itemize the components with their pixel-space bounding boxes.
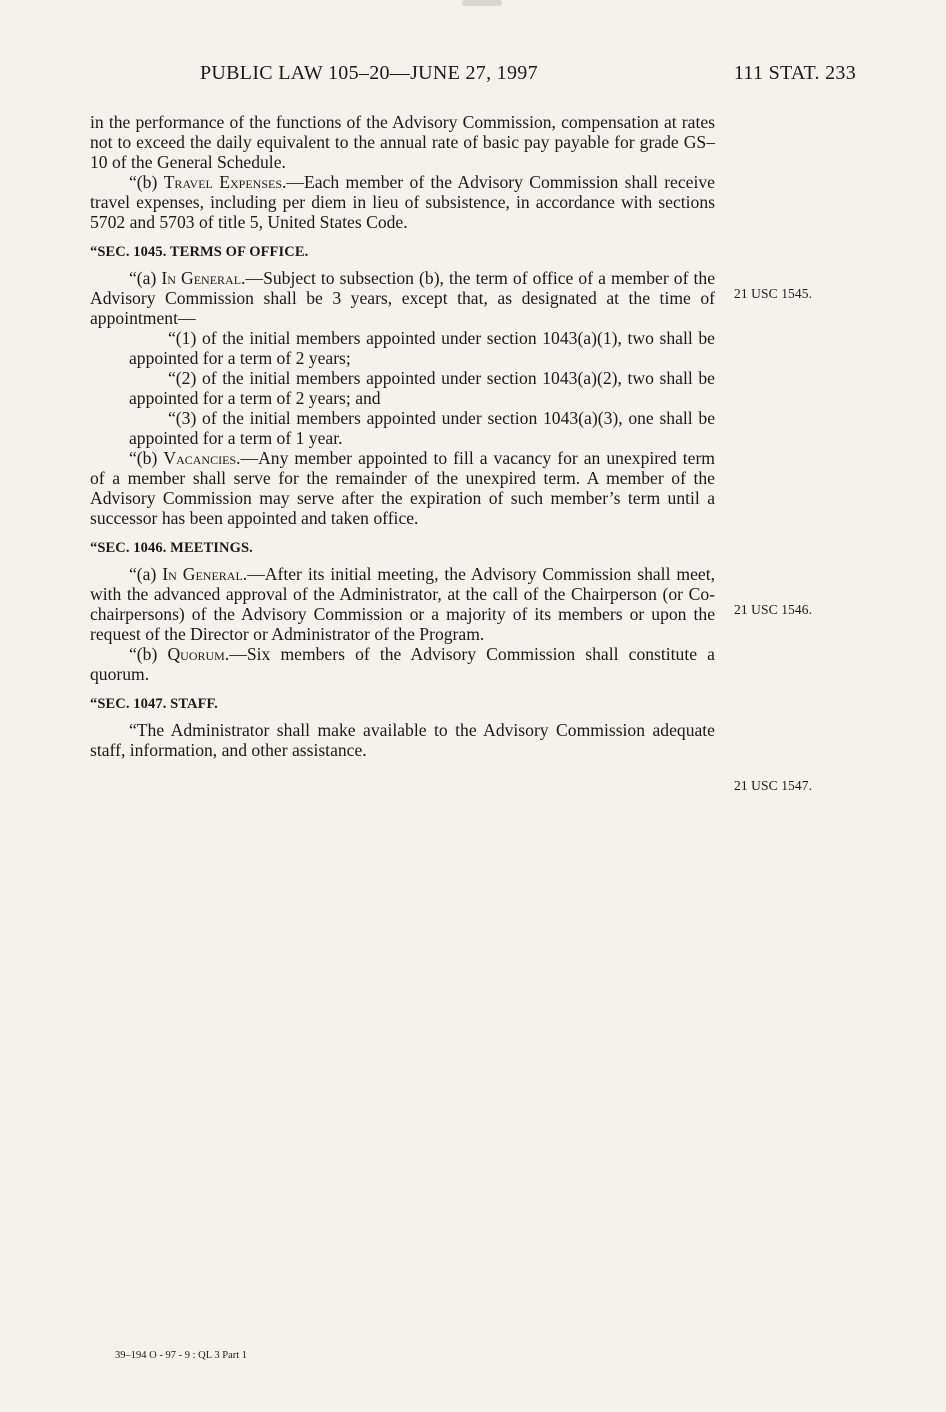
running-header-title: PUBLIC LAW 105–20—JUNE 27, 1997 — [200, 62, 538, 84]
sec-1045-b-paragraph — [90, 448, 715, 528]
sec-1045-b-label: Vacancies. — [163, 448, 241, 468]
sec-1046-a-text: —After its initial meeting, the Advisory Commission shall meet, with the advanced approval of the Administrator, at the call of the Chairperson (or Co-chairpersons) of the Advisory Commission or a majority of its members or upon the request of the Director or Administrator of the Program. — [90, 564, 715, 644]
travel-prefix: “(b) — [129, 172, 164, 192]
sec-1045-a-prefix: “(a) — [129, 268, 162, 288]
sec-1046-b-prefix: “(b) — [129, 644, 168, 664]
sec-1045-a-paragraph — [90, 268, 715, 328]
sec-1045-item-1: “(1) of the initial members appointed under section 1043(a)(1), two shall be appointed for a term of 2 years; — [129, 328, 715, 368]
sec-1045-item-3: “(3) of the initial members appointed under section 1043(a)(3), one shall be appointed for a term of 1 year. — [129, 408, 715, 448]
sec-1046-a-prefix: “(a) — [129, 564, 163, 584]
sec-1046-b-label: Quorum. — [167, 644, 230, 664]
sec-1046-a-label: In General. — [162, 564, 248, 584]
margin-note-1547: 21 USC 1547. — [734, 778, 813, 793]
running-header-stat: 111 STAT. 233 — [733, 62, 856, 84]
sec-1046-heading: “SEC. 1046. MEETINGS. — [90, 540, 253, 556]
continuation-paragraph: in the performance of the functions of the Advisory Commission, compensation at rates not to exceed the daily equivalent to the annual rate of basic pay payable for grade GS–10 of the General Schedule. — [90, 112, 715, 172]
sec-1045-a-text: —Subject to subsection (b), the term of office of a member of the Advisory Commission shall be 3 years, except that, as designated at the time of appointment— — [90, 268, 716, 328]
sec-1046-b-paragraph — [90, 644, 715, 684]
travel-text: —Each member of the Advisory Commission shall receive travel expenses, including per diem in lieu of subsistence, in accordance with sections 5702 and 5703 of title 5, United States Code. — [90, 172, 715, 232]
sec-1046-b-text: —Six members of the Advisory Commission shall constitute a quorum. — [90, 644, 715, 684]
margin-note-1545: 21 USC 1545. — [734, 286, 813, 301]
sec-1045-b-text: —Any member appointed to fill a vacancy for an unexpired term of a member shall serve for the remainder of the unexpired term. A member of the Advisory Commission may serve after the expiration of such member’s term until a successor has been appointed and taken office. — [90, 448, 715, 528]
sec-1046-a-paragraph — [90, 564, 715, 644]
sec-1045-b-prefix: “(b) — [129, 448, 164, 468]
margin-note-1546: 21 USC 1546. — [734, 602, 813, 617]
sec-1045-a-label: In General. — [161, 268, 246, 288]
sec-1045-heading: “SEC. 1045. TERMS OF OFFICE. — [90, 244, 309, 260]
print-footer: 39–194 O - 97 - 9 : QL 3 Part 1 — [115, 1350, 248, 1361]
sec-1047-heading: “SEC. 1047. STAFF. — [90, 696, 218, 712]
travel-label: Travel Expenses. — [163, 172, 287, 192]
document-body — [90, 112, 715, 760]
sec-1047-paragraph: “The Administrator shall make available to the Advisory Commission adequate staff, information, and other assistance. — [90, 720, 715, 760]
sec-1045-item-2: “(2) of the initial members appointed under section 1043(a)(2), two shall be appointed for a term of 2 years; and — [129, 368, 715, 408]
travel-expenses-paragraph — [90, 172, 715, 232]
scan-artifact — [462, 0, 502, 6]
